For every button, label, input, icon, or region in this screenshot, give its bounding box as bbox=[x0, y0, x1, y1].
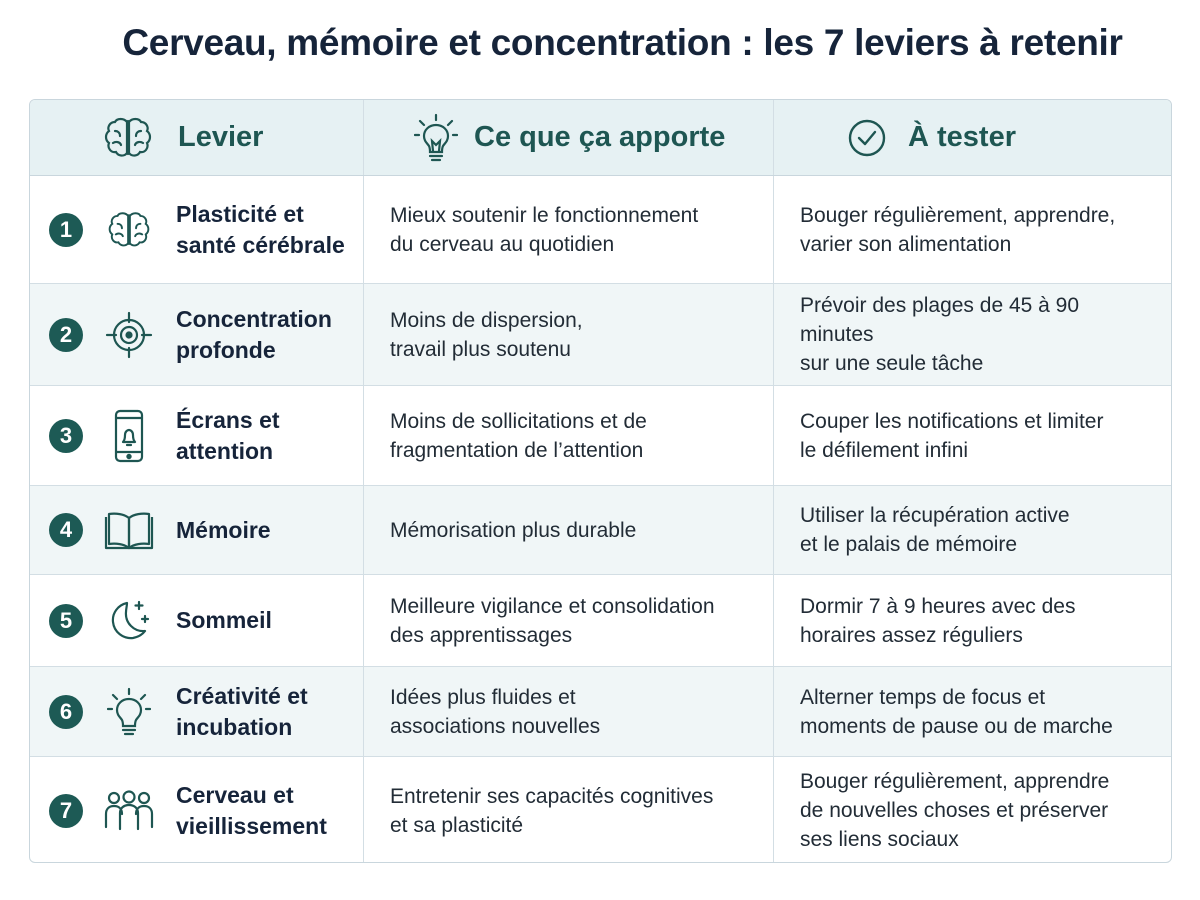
page-title: Cerveau, mémoire et concentration : les 7 leviers à retenir bbox=[122, 22, 1123, 63]
test-text: Bouger régulièrement, apprendre de nouvelles choses et préserver ses liens sociaux bbox=[800, 770, 1110, 851]
header-lever-label: Levier bbox=[178, 121, 264, 153]
table-row bbox=[30, 667, 1171, 757]
test-text: Alterner temps de focus et moments de pause ou de marche bbox=[800, 685, 1113, 738]
row-number-badge: 1 bbox=[49, 213, 83, 247]
book-icon bbox=[104, 505, 154, 555]
brain-icon bbox=[103, 116, 153, 160]
moon-icon bbox=[104, 596, 154, 646]
row-number-badge: 4 bbox=[49, 513, 83, 547]
test-text: Utiliser la récupération active et le palais de mémoire bbox=[800, 504, 1070, 556]
levers-table bbox=[29, 99, 1172, 863]
lever-name: Cerveau et vieillissement bbox=[176, 781, 327, 839]
benefit-text: Mieux soutenir le fonctionnement du cerveau au quotidien bbox=[364, 176, 774, 283]
header-benefit-cell bbox=[364, 100, 774, 175]
benefit-text: Mémorisation plus durable bbox=[364, 486, 774, 574]
table-row bbox=[30, 575, 1171, 667]
header-test-cell bbox=[774, 100, 1171, 175]
table-row bbox=[30, 386, 1171, 486]
brain-icon bbox=[104, 205, 154, 255]
people-icon bbox=[104, 786, 154, 836]
lever-name: Sommeil bbox=[176, 607, 272, 633]
lever-name: Concentration profonde bbox=[176, 305, 332, 363]
header-lever-cell bbox=[30, 100, 364, 175]
lever-cell bbox=[30, 284, 364, 385]
check-circle-icon bbox=[846, 117, 888, 159]
lever-cell bbox=[30, 575, 364, 666]
benefit-text: Meilleure vigilance et consolidation des apprentissages bbox=[364, 575, 774, 666]
row-number-badge: 7 bbox=[49, 794, 83, 828]
test-text: Couper les notifications et limiter le défilement infini bbox=[800, 409, 1104, 462]
row-number-badge: 3 bbox=[49, 419, 83, 453]
benefit-text: Entretenir ses capacités cognitives et sa plasticité bbox=[364, 757, 774, 863]
lightbulb-icon bbox=[104, 687, 154, 737]
lever-cell bbox=[30, 386, 364, 485]
test-text: Bouger régulièrement, apprendre, varier son alimentation bbox=[800, 203, 1116, 256]
table-header bbox=[30, 100, 1171, 176]
benefit-text: Moins de sollicitations et de fragmentation de l’attention bbox=[364, 386, 774, 485]
header-test-label: À tester bbox=[908, 121, 1016, 153]
lever-name: Mémoire bbox=[176, 516, 271, 543]
row-number-badge: 5 bbox=[49, 604, 83, 638]
target-icon bbox=[104, 310, 154, 360]
test-text: Prévoir des plages de 45 à 90 minutes sur une seule tâche bbox=[800, 294, 1080, 375]
benefit-text: Idées plus fluides et associations nouvelles bbox=[364, 667, 774, 756]
lever-cell bbox=[30, 176, 364, 283]
phone-notification-icon bbox=[104, 411, 154, 461]
lever-name: Écrans et attention bbox=[176, 406, 280, 464]
header-benefit-label: Ce que ça apporte bbox=[474, 121, 726, 153]
lever-cell bbox=[30, 757, 364, 863]
table-row bbox=[30, 284, 1171, 386]
lever-cell bbox=[30, 486, 364, 574]
row-number-badge: 2 bbox=[49, 318, 83, 352]
benefit-text: Moins de dispersion, travail plus soutenu bbox=[364, 284, 774, 385]
table-row bbox=[30, 176, 1171, 284]
table-row bbox=[30, 757, 1171, 863]
lever-name: Créativité et incubation bbox=[176, 682, 308, 740]
test-text: Dormir 7 à 9 heures avec des horaires assez réguliers bbox=[800, 594, 1076, 647]
table-row bbox=[30, 486, 1171, 575]
lever-name: Plasticité et santé cérébrale bbox=[176, 200, 345, 258]
lever-cell bbox=[30, 667, 364, 756]
lightbulb-icon bbox=[414, 113, 458, 163]
row-number-badge: 6 bbox=[49, 695, 83, 729]
